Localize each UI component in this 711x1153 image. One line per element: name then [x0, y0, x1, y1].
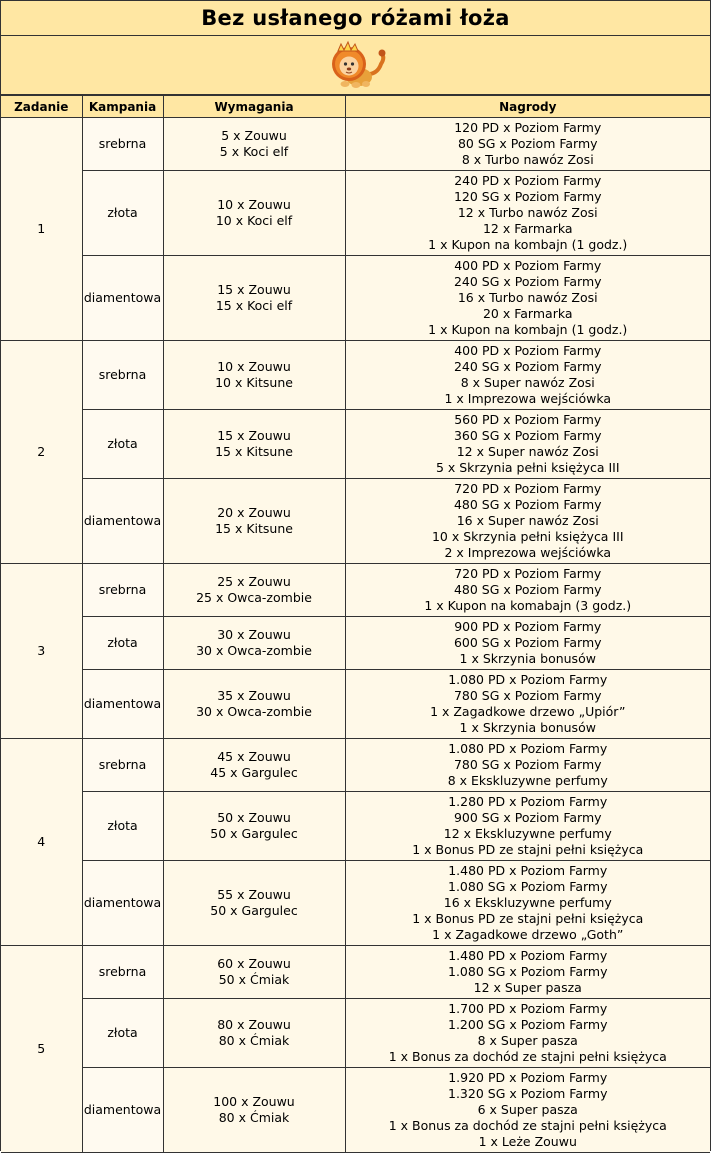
- reward-line: 12 x Farmarka: [482, 221, 573, 236]
- reward-line: 12 x Super nawóz Zosi: [456, 444, 599, 459]
- rewards-cell: [345, 792, 710, 861]
- requirement-line: 10 x Kitsune: [215, 375, 293, 390]
- reward-line: 480 SG x Poziom Farmy: [453, 497, 602, 512]
- requirements-cell: [163, 410, 345, 479]
- table-row: [1, 1068, 710, 1153]
- table-row: [1, 792, 710, 861]
- campaign-name: diamentowa: [82, 861, 163, 946]
- requirement-line: 50 x Ćmiak: [218, 972, 290, 987]
- page-title: Bez usłanego różami łoża: [1, 1, 710, 36]
- campaign-name: diamentowa: [82, 256, 163, 341]
- header-kampania: Kampania: [82, 96, 163, 118]
- requirements-cell: [163, 999, 345, 1068]
- requirement-line: 30 x Owca-zombie: [196, 643, 312, 658]
- reward-line: 600 SG x Poziom Farmy: [453, 635, 602, 650]
- table-row: [1, 479, 710, 564]
- campaign-name: diamentowa: [82, 1068, 163, 1153]
- requirements-cell: [163, 171, 345, 256]
- requirements-cell: [163, 739, 345, 792]
- task-number: 4: [1, 739, 82, 946]
- table-row: [1, 256, 710, 341]
- reward-line: 400 PD x Poziom Farmy: [454, 258, 602, 273]
- table-row: [1, 410, 710, 479]
- reward-line: 1.920 PD x Poziom Farmy: [448, 1070, 608, 1085]
- requirement-line: 35 x Zouwu: [217, 688, 291, 703]
- requirement-line: 15 x Kitsune: [215, 521, 293, 536]
- requirement-line: 100 x Zouwu: [213, 1094, 295, 1109]
- requirement-line: 80 x Ćmiak: [218, 1110, 290, 1125]
- requirements-cell: [163, 479, 345, 564]
- reward-line: 1 x Kupon na kombajn (1 godz.): [428, 322, 628, 337]
- reward-line: 400 PD x Poziom Farmy: [454, 343, 602, 358]
- header-zadanie: Zadanie: [1, 96, 82, 118]
- requirements-cell: [163, 792, 345, 861]
- reward-line: 1.080 SG x Poziom Farmy: [448, 964, 608, 979]
- requirement-line: 10 x Zouwu: [217, 197, 291, 212]
- task-number: 2: [1, 341, 82, 564]
- campaign-name: złota: [82, 617, 163, 670]
- requirements-cell: [163, 946, 345, 999]
- reward-line: 900 PD x Poziom Farmy: [454, 619, 602, 634]
- reward-line: 120 SG x Poziom Farmy: [453, 189, 602, 204]
- requirements-cell: [163, 861, 345, 946]
- banner: [1, 36, 710, 95]
- reward-line: 1 x Bonus PD ze stajni pełni księżyca: [412, 842, 644, 857]
- rewards-cell: [345, 946, 710, 999]
- rewards-cell: [345, 861, 710, 946]
- reward-line: 1 x Zagadkowe drzewo „Goth”: [432, 927, 624, 942]
- table-row: [1, 946, 710, 999]
- table-header-row: [1, 96, 710, 118]
- reward-line: 8 x Turbo nawóz Zosi: [461, 152, 594, 167]
- reward-line: 8 x Ekskluzywne perfumy: [447, 773, 608, 788]
- requirement-line: 45 x Gargulec: [210, 765, 298, 780]
- requirement-line: 80 x Ćmiak: [218, 1033, 290, 1048]
- campaign-name: złota: [82, 792, 163, 861]
- requirement-line: 15 x Koci elf: [215, 298, 293, 313]
- requirement-line: 55 x Zouwu: [217, 887, 291, 902]
- campaign-name: diamentowa: [82, 479, 163, 564]
- campaign-name: srebrna: [82, 118, 163, 171]
- rewards-cell: [345, 617, 710, 670]
- reward-line: 1.080 SG x Poziom Farmy: [448, 879, 608, 894]
- requirement-line: 30 x Owca-zombie: [196, 704, 312, 719]
- requirements-cell: [163, 670, 345, 739]
- reward-line: 1 x Bonus za dochód ze stajni pełni księżyca: [388, 1118, 667, 1133]
- campaign-name: srebrna: [82, 341, 163, 410]
- campaign-name: srebrna: [82, 564, 163, 617]
- rewards-cell: [345, 739, 710, 792]
- requirement-line: 5 x Koci elf: [219, 144, 289, 159]
- task-number: 3: [1, 564, 82, 739]
- requirements-cell: [163, 617, 345, 670]
- table-row: [1, 861, 710, 946]
- quest-table-body: [1, 118, 710, 1153]
- reward-line: 8 x Super pasza: [477, 1033, 578, 1048]
- requirement-line: 25 x Zouwu: [217, 574, 291, 589]
- reward-line: 5 x Skrzynia pełni księżyca III: [435, 460, 620, 475]
- campaign-name: złota: [82, 410, 163, 479]
- reward-line: 1 x Imprezowa wejściówka: [444, 391, 611, 406]
- lion-mascot-icon: [325, 40, 387, 90]
- reward-line: 6 x Super pasza: [477, 1102, 578, 1117]
- rewards-cell: [345, 479, 710, 564]
- requirement-line: 10 x Koci elf: [215, 213, 293, 228]
- requirement-line: 50 x Gargulec: [210, 903, 298, 918]
- campaign-name: złota: [82, 999, 163, 1068]
- reward-line: 240 PD x Poziom Farmy: [454, 173, 602, 188]
- table-row: [1, 564, 710, 617]
- reward-line: 20 x Farmarka: [482, 306, 573, 321]
- header-nagrody: Nagrody: [345, 96, 710, 118]
- reward-line: 12 x Super pasza: [473, 980, 582, 995]
- rewards-cell: [345, 341, 710, 410]
- requirement-line: 50 x Gargulec: [210, 826, 298, 841]
- requirement-line: 10 x Zouwu: [217, 359, 291, 374]
- requirements-cell: [163, 341, 345, 410]
- table-row: [1, 670, 710, 739]
- rewards-cell: [345, 118, 710, 171]
- reward-line: 16 x Super nawóz Zosi: [456, 513, 599, 528]
- reward-line: 480 SG x Poziom Farmy: [453, 582, 602, 597]
- reward-line: 120 PD x Poziom Farmy: [454, 120, 602, 135]
- reward-line: 1 x Kupon na komabajn (3 godz.): [424, 598, 632, 613]
- rewards-cell: [345, 564, 710, 617]
- reward-line: 16 x Turbo nawóz Zosi: [457, 290, 598, 305]
- reward-line: 1 x Bonus PD ze stajni pełni księżyca: [412, 911, 644, 926]
- reward-line: 1.080 PD x Poziom Farmy: [448, 741, 608, 756]
- requirement-line: 45 x Zouwu: [217, 749, 291, 764]
- reward-line: 12 x Turbo nawóz Zosi: [457, 205, 598, 220]
- quest-table: [1, 95, 710, 1153]
- requirement-line: 50 x Zouwu: [217, 810, 291, 825]
- reward-line: 80 SG x Poziom Farmy: [457, 136, 598, 151]
- requirement-line: 60 x Zouwu: [217, 956, 291, 971]
- campaign-name: srebrna: [82, 739, 163, 792]
- reward-line: 10 x Skrzynia pełni księżyca III: [431, 529, 624, 544]
- reward-line: 16 x Ekskluzywne perfumy: [443, 895, 612, 910]
- task-number: 1: [1, 118, 82, 341]
- reward-line: 1 x Zagadkowe drzewo „Upiór”: [430, 704, 626, 719]
- reward-line: 360 SG x Poziom Farmy: [453, 428, 602, 443]
- table-row: [1, 739, 710, 792]
- campaign-name: diamentowa: [82, 670, 163, 739]
- task-number: 5: [1, 946, 82, 1153]
- header-wymagania: Wymagania: [163, 96, 345, 118]
- rewards-cell: [345, 256, 710, 341]
- reward-line: 1 x Bonus za dochód ze stajni pełni księżyca: [388, 1049, 667, 1064]
- requirement-line: 20 x Zouwu: [217, 505, 291, 520]
- requirement-line: 15 x Zouwu: [217, 282, 291, 297]
- requirements-cell: [163, 1068, 345, 1153]
- table-row: [1, 171, 710, 256]
- requirement-line: 15 x Zouwu: [217, 428, 291, 443]
- reward-line: 1.480 PD x Poziom Farmy: [448, 863, 608, 878]
- reward-line: 1.700 PD x Poziom Farmy: [448, 1001, 608, 1016]
- reward-line: 1.480 PD x Poziom Farmy: [448, 948, 608, 963]
- campaign-name: srebrna: [82, 946, 163, 999]
- rewards-cell: [345, 999, 710, 1068]
- reward-line: 1.320 SG x Poziom Farmy: [448, 1086, 608, 1101]
- requirements-cell: [163, 564, 345, 617]
- reward-line: 560 PD x Poziom Farmy: [454, 412, 602, 427]
- table-row: [1, 341, 710, 410]
- table-row: [1, 617, 710, 670]
- requirements-cell: [163, 256, 345, 341]
- requirement-line: 15 x Kitsune: [215, 444, 293, 459]
- reward-line: 1 x Leże Zouwu: [478, 1134, 577, 1149]
- requirements-cell: [163, 118, 345, 171]
- reward-line: 1 x Kupon na kombajn (1 godz.): [428, 237, 628, 252]
- requirement-line: 30 x Zouwu: [217, 627, 291, 642]
- reward-line: 1 x Skrzynia bonusów: [459, 720, 596, 735]
- reward-line: 240 SG x Poziom Farmy: [453, 359, 602, 374]
- reward-line: 1.280 PD x Poziom Farmy: [448, 794, 608, 809]
- reward-line: 8 x Super nawóz Zosi: [460, 375, 595, 390]
- rewards-cell: [345, 171, 710, 256]
- requirement-line: 25 x Owca-zombie: [196, 590, 312, 605]
- requirement-line: 5 x Zouwu: [221, 128, 287, 143]
- reward-line: 2 x Imprezowa wejściówka: [444, 545, 611, 560]
- reward-line: 900 SG x Poziom Farmy: [453, 810, 602, 825]
- reward-line: 1.200 SG x Poziom Farmy: [448, 1017, 608, 1032]
- campaign-name: złota: [82, 171, 163, 256]
- rewards-cell: [345, 1068, 710, 1153]
- reward-line: 1.080 PD x Poziom Farmy: [448, 672, 608, 687]
- reward-line: 12 x Ekskluzywne perfumy: [443, 826, 612, 841]
- reward-line: 1 x Skrzynia bonusów: [459, 651, 596, 666]
- reward-line: 780 SG x Poziom Farmy: [453, 757, 602, 772]
- reward-line: 720 PD x Poziom Farmy: [454, 566, 602, 581]
- reward-line: 780 SG x Poziom Farmy: [453, 688, 602, 703]
- rewards-cell: [345, 410, 710, 479]
- table-row: [1, 999, 710, 1068]
- reward-line: 720 PD x Poziom Farmy: [454, 481, 602, 496]
- reward-line: 240 SG x Poziom Farmy: [453, 274, 602, 289]
- table-row: [1, 118, 710, 171]
- requirement-line: 80 x Zouwu: [217, 1017, 291, 1032]
- rewards-cell: [345, 670, 710, 739]
